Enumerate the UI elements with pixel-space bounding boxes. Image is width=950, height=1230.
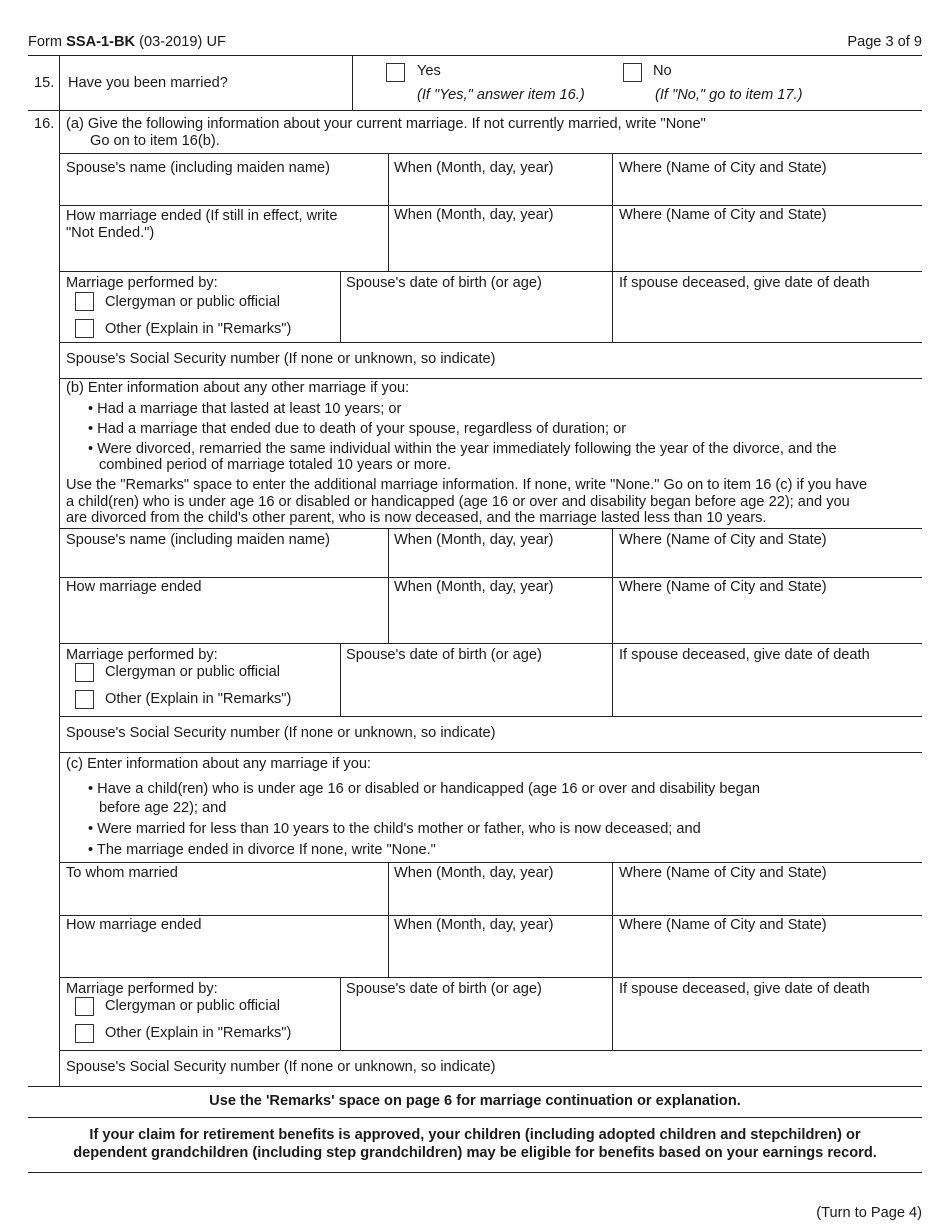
- eligibility-notice-line-2: dependent grandchildren (including step grandchildren) may be eligible for benefits based on your earnings record.: [73, 1145, 877, 1161]
- rule: [59, 752, 922, 753]
- 16b-bullet-1: • Had a marriage that lasted at least 10 years; or: [88, 401, 402, 417]
- 16b-intro: (b) Enter information about any other marriage if you:: [66, 380, 410, 396]
- 16a-spouse-dob-field[interactable]: [341, 294, 611, 341]
- 16c-when-field[interactable]: [389, 884, 611, 914]
- rule: [28, 1086, 922, 1087]
- rule: [59, 271, 922, 272]
- remarks-note: Use the 'Remarks' space on page 6 for marriage continuation or explanation.: [209, 1093, 741, 1109]
- 16a-where2-label: Where (Name of City and State): [619, 207, 827, 223]
- 16b-spouse-name-field[interactable]: [60, 551, 387, 576]
- married-yes-note: (If "Yes," answer item 16.): [417, 87, 585, 103]
- 16b-where2-field[interactable]: [613, 598, 921, 642]
- 16a-other-checkbox[interactable]: [75, 319, 94, 338]
- married-yes-label: Yes: [417, 63, 441, 79]
- rule: [28, 1172, 922, 1173]
- married-no-note: (If "No," go to item 17.): [655, 87, 803, 103]
- 16c-where2-label: Where (Name of City and State): [619, 917, 827, 933]
- 16c-where-field[interactable]: [613, 884, 921, 914]
- item-16-number: 16.: [34, 116, 55, 132]
- 16a-when2-field[interactable]: [389, 226, 611, 270]
- 16b-remarks-line-2: a child(ren) who is under age 16 or disabled or handicapped (age 16 or over and disability began before age 22); and you: [66, 494, 850, 510]
- 16b-spouse-dob-field[interactable]: [341, 666, 611, 715]
- married-yes-checkbox[interactable]: [386, 63, 405, 82]
- 16c-bullet-1-cont: before age 22); and: [99, 800, 227, 816]
- rule: [59, 862, 922, 863]
- 16a-clergyman-label: Clergyman or public official: [105, 294, 280, 310]
- 16b-spouse-dob-label: Spouse's date of birth (or age): [346, 647, 542, 663]
- 16b-remarks-line-1: Use the "Remarks" space to enter the additional marriage information. If none, write "None." Go on to item 16 (c) if you have: [66, 477, 868, 493]
- form-id: [28, 34, 226, 51]
- rule: [59, 153, 922, 154]
- 16c-ssn-label: Spouse's Social Security number (If none or unknown, so indicate): [66, 1059, 496, 1075]
- 16b-bullet-3: • Were divorced, remarried the same individual within the year immediately following the year of the divorce, and the: [88, 441, 837, 457]
- rule: [59, 716, 922, 717]
- 16b-spouse-name-label: Spouse's name (including maiden name): [66, 532, 330, 548]
- 16c-bullet-3: • The marriage ended in divorce If none, write "None.": [88, 842, 436, 858]
- rule: [59, 1050, 922, 1051]
- 16a-how-ended-field[interactable]: [60, 243, 387, 270]
- 16b-other-checkbox[interactable]: [75, 690, 94, 709]
- 16b-ssn-field[interactable]: [560, 718, 921, 751]
- 16b-when2-label: When (Month, day, year): [394, 579, 554, 595]
- 16b-where-label: Where (Name of City and State): [619, 532, 827, 548]
- 16c-death-date-field[interactable]: [613, 1000, 921, 1049]
- item-15-number: 15.: [34, 75, 55, 91]
- 16a-when2-label: When (Month, day, year): [394, 207, 554, 223]
- 16a-death-date-field[interactable]: [613, 294, 921, 341]
- 16b-how-ended-label: How marriage ended: [66, 579, 202, 595]
- 16a-when-field[interactable]: [389, 178, 611, 204]
- item-15-divider: [352, 55, 353, 110]
- 16b-ssn-label: Spouse's Social Security number (If none or unknown, so indicate): [66, 725, 496, 741]
- married-no-checkbox[interactable]: [623, 63, 642, 82]
- turn-page-note: (Turn to Page 4): [816, 1205, 922, 1221]
- 16a-where-field[interactable]: [613, 178, 921, 204]
- 16b-where2-label: Where (Name of City and State): [619, 579, 827, 595]
- page-number: Page 3 of 9: [847, 34, 922, 50]
- 16c-deceased-label: If spouse deceased, give date of death: [619, 981, 870, 997]
- form-prefix: Form: [28, 34, 63, 50]
- 16a-ssn-label: Spouse's Social Security number (If none or unknown, so indicate): [66, 351, 496, 367]
- rule: [59, 577, 922, 578]
- item-16a-intro-cont: Go on to item 16(b).: [90, 133, 220, 149]
- 16b-death-date-field[interactable]: [613, 666, 921, 715]
- 16b-bullet-3-cont: combined period of marriage totaled 10 years or more.: [99, 457, 452, 473]
- item-15-bottom-rule: [28, 110, 922, 111]
- 16a-deceased-label: If spouse deceased, give date of death: [619, 275, 870, 291]
- rule: [59, 915, 922, 916]
- 16b-where-field[interactable]: [613, 551, 921, 576]
- 16c-bullet-2: • Were married for less than 10 years to the child's mother or father, who is now deceased; and: [88, 821, 701, 837]
- 16c-intro: (c) Enter information about any marriage if you:: [66, 756, 371, 772]
- rule: [59, 643, 922, 644]
- 16c-ssn-field[interactable]: [560, 1052, 921, 1085]
- 16b-other-label: Other (Explain in "Remarks"): [105, 691, 292, 707]
- rule: [59, 977, 922, 978]
- 16c-how-ended-label: How marriage ended: [66, 917, 202, 933]
- 16c-how-ended-field[interactable]: [60, 936, 387, 976]
- 16c-performed-by-label: Marriage performed by:: [66, 981, 218, 997]
- 16b-remarks-line-3: are divorced from the child's other parent, who is now deceased, and the marriage lasted less than 10 years.: [66, 510, 767, 526]
- 16a-spouse-dob-label: Spouse's date of birth (or age): [346, 275, 542, 291]
- 16a-where2-field[interactable]: [613, 226, 921, 270]
- 16a-clergyman-checkbox[interactable]: [75, 292, 94, 311]
- item-15-question: Have you been married?: [68, 75, 228, 91]
- eligibility-notice-line-1: If your claim for retirement benefits is approved, your children (including adopted children and stepchildren) or: [89, 1127, 861, 1143]
- 16c-spouse-dob-field[interactable]: [341, 1000, 611, 1049]
- 16c-bullet-1: • Have a child(ren) who is under age 16 or disabled or handicapped (age 16 or over and disability began: [88, 781, 760, 797]
- 16c-spouse-dob-label: Spouse's date of birth (or age): [346, 981, 542, 997]
- 16b-deceased-label: If spouse deceased, give date of death: [619, 647, 870, 663]
- 16b-performed-by-label: Marriage performed by:: [66, 647, 218, 663]
- form-number: SSA-1-BK: [66, 34, 136, 50]
- married-no-label: No: [653, 63, 672, 79]
- 16c-to-whom-field[interactable]: [60, 884, 387, 914]
- item-16a-intro: (a) Give the following information about your current marriage. If not currently married, write "None": [66, 116, 706, 132]
- 16a-spouse-name-field[interactable]: [60, 178, 387, 204]
- 16c-other-checkbox[interactable]: [75, 1024, 94, 1043]
- rule: [59, 205, 922, 206]
- 16a-how-ended-label: How marriage ended (If still in effect, write: [66, 208, 338, 224]
- form-version: (03-2019) UF: [139, 34, 226, 50]
- 16a-other-label: Other (Explain in "Remarks"): [105, 321, 292, 337]
- 16a-performed-by-label: Marriage performed by:: [66, 275, 218, 291]
- 16a-where-label: Where (Name of City and State): [619, 160, 827, 176]
- 16c-clergyman-checkbox[interactable]: [75, 997, 94, 1016]
- 16c-other-label: Other (Explain in "Remarks"): [105, 1025, 292, 1041]
- rule: [59, 528, 922, 529]
- 16b-when-field[interactable]: [389, 551, 611, 576]
- 16c-clergyman-label: Clergyman or public official: [105, 998, 280, 1014]
- top-rule: [28, 55, 922, 56]
- rule: [28, 1117, 922, 1118]
- 16c-when2-label: When (Month, day, year): [394, 917, 554, 933]
- 16c-when-label: When (Month, day, year): [394, 865, 554, 881]
- 16a-how-ended-label-cont: "Not Ended."): [66, 225, 155, 241]
- 16b-when2-field[interactable]: [389, 598, 611, 642]
- 16c-where-label: Where (Name of City and State): [619, 865, 827, 881]
- 16a-when-label: When (Month, day, year): [394, 160, 554, 176]
- 16c-when2-field[interactable]: [389, 936, 611, 976]
- rule: [59, 378, 922, 379]
- 16a-spouse-name-label: Spouse's name (including maiden name): [66, 160, 330, 176]
- 16b-bullet-2: • Had a marriage that ended due to death of your spouse, regardless of duration; or: [88, 421, 627, 437]
- rule: [59, 342, 922, 343]
- 16c-where2-field[interactable]: [613, 936, 921, 976]
- 16b-clergyman-label: Clergyman or public official: [105, 664, 280, 680]
- 16b-how-ended-field[interactable]: [60, 598, 387, 642]
- 16b-clergyman-checkbox[interactable]: [75, 663, 94, 682]
- 16b-when-label: When (Month, day, year): [394, 532, 554, 548]
- 16a-ssn-field[interactable]: [560, 344, 921, 377]
- 16c-to-whom-label: To whom married: [66, 865, 178, 881]
